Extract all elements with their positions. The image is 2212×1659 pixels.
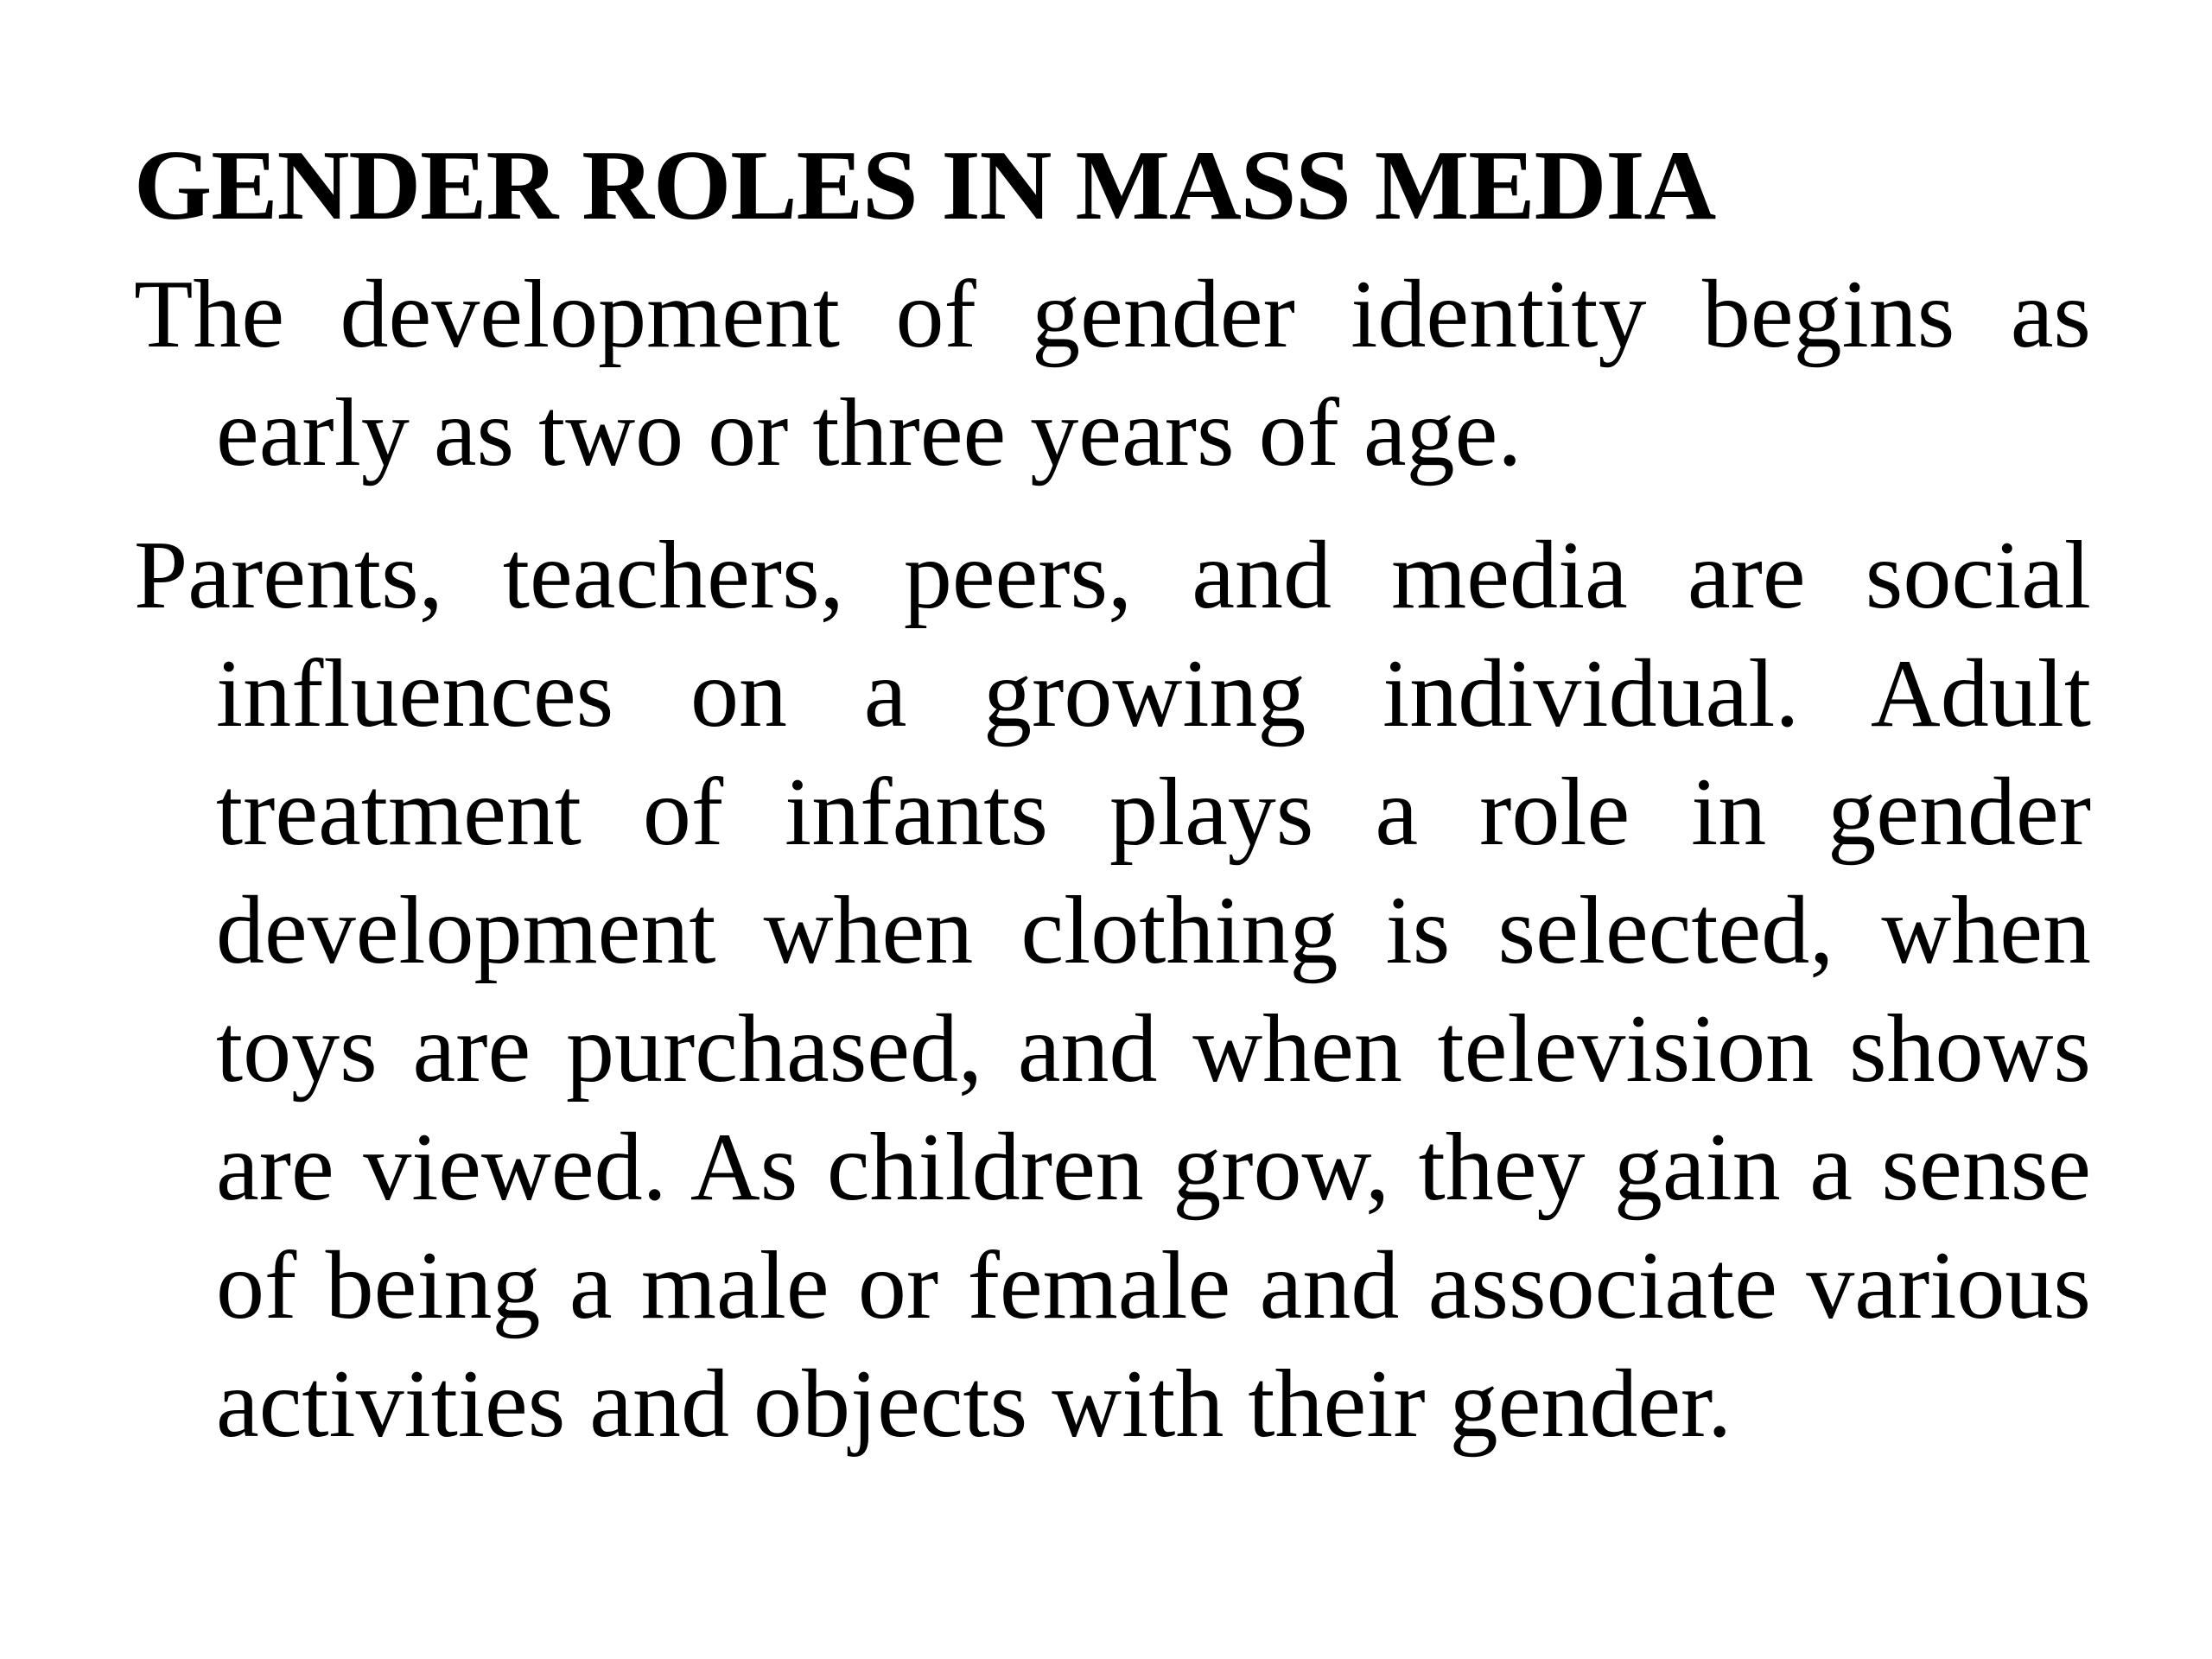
slide-title: GENDER ROLES IN MASS MEDIA [134,130,1716,241]
slide-content [134,130,2091,1464]
paragraph-social-influences: Parents, teachers, peers, and media are social influences on a growing individual. Adult treatment of infants plays a role in gender development when clothing is selected, when toys are purchased, and when television shows are viewed. As children grow, they gain a sense of being a male or female and associate various activities and objects with their gender. [134,522,2091,1458]
paragraph-gender-identity: The development of gender identity begins as early as two or three years of age. [134,261,2091,486]
